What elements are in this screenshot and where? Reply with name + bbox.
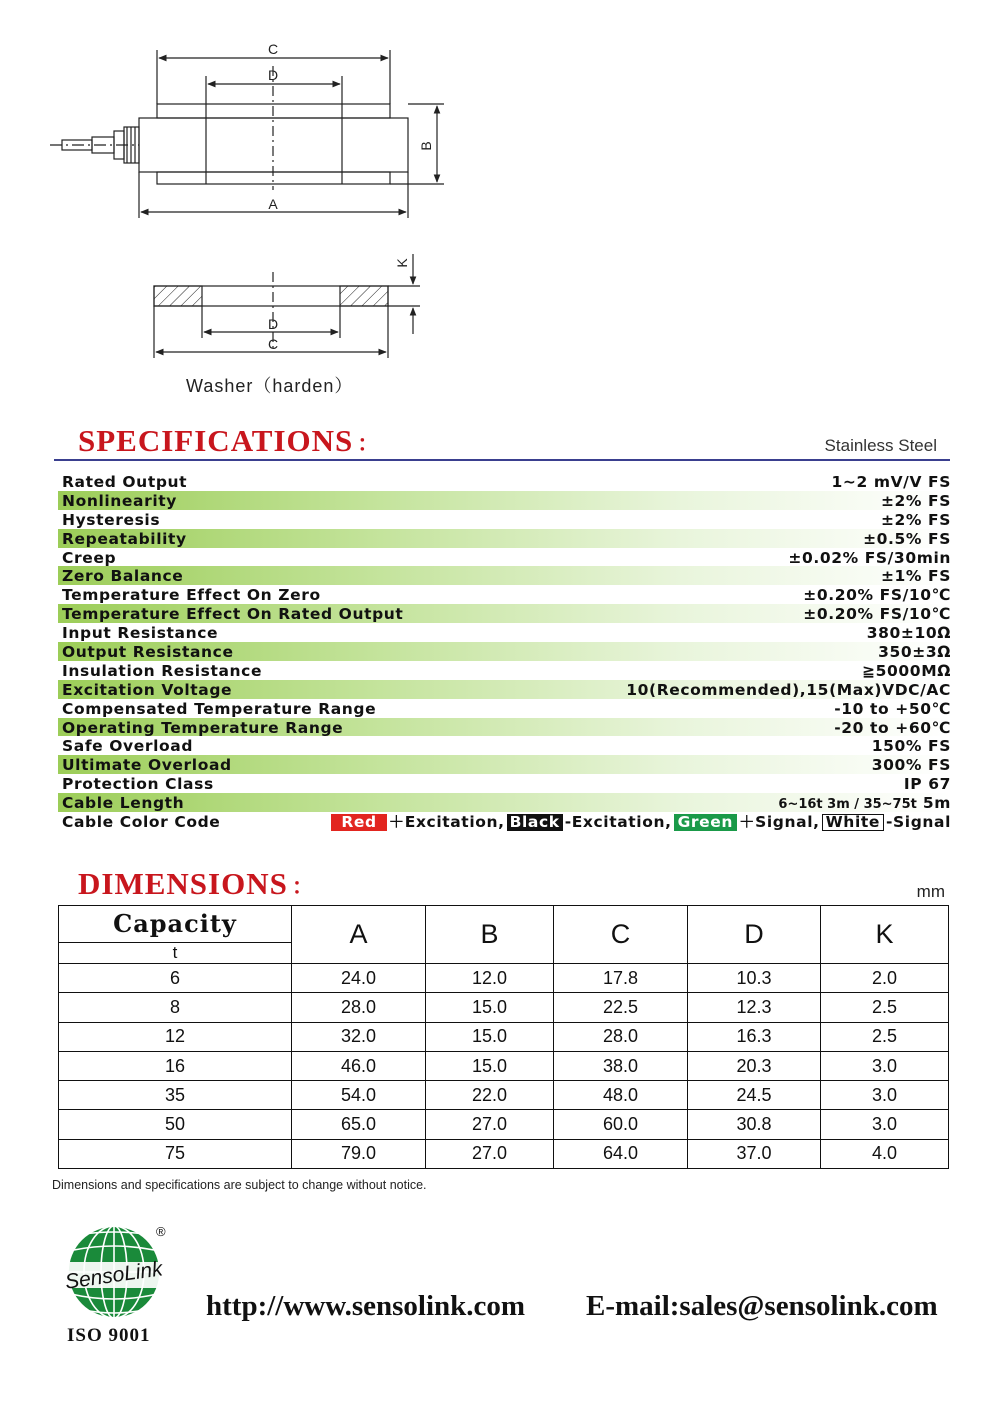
table-row [59,1022,949,1051]
cell-d: 10.3 [688,964,821,993]
cell-a: 32.0 [292,1022,426,1051]
spec-label: Operating Temperature Range [62,718,344,737]
dim-label-c: C [267,41,279,57]
spec-label: Repeatability [62,529,187,548]
registered-mark: ® [156,1224,166,1239]
badge-red: Red [331,814,386,831]
spec-label: Input Resistance [62,624,219,643]
specifications-rule [54,459,950,461]
spec-value: 350±3Ω [878,643,951,662]
dim-label-d: D [267,67,279,83]
spec-label: Temperature Effect On Zero [62,586,321,605]
spec-row [58,699,951,718]
spec-label: Nonlinearity [62,491,177,510]
spec-label: Excitation Voltage [62,680,233,699]
cell-b: 12.0 [426,964,554,993]
spec-row-cable-color [58,812,951,831]
material-label: Stainless Steel [824,436,937,455]
spec-row [58,774,951,793]
cell-a: 79.0 [292,1139,426,1168]
cell-c: 60.0 [554,1110,688,1139]
cell-k: 4.0 [821,1139,949,1168]
cell-b: 15.0 [426,993,554,1022]
cell-capacity: 35 [59,1081,292,1110]
specifications-title [78,423,379,459]
spec-value: ±0.02% FS/30min [788,548,951,567]
spec-label: Rated Output [62,473,188,491]
cell-a: 65.0 [292,1110,426,1139]
cell-k: 2.0 [821,964,949,993]
dimensions-header-row [59,906,949,964]
spec-value: 1~2 mV/V FS [831,473,951,491]
cell-a: 54.0 [292,1081,426,1110]
spec-row [58,585,951,604]
spec-value: 380±10Ω [866,624,951,643]
cell-capacity: 6 [59,964,292,993]
cell-k: 3.0 [821,1110,949,1139]
spec-value: ±2% FS [880,491,951,510]
email-link[interactable]: E-mail:sales@sensolink.com [586,1290,938,1322]
spec-row [58,680,951,699]
spec-row [58,604,951,623]
table-row [59,993,949,1022]
spec-label: Output Resistance [62,643,234,662]
cell-c: 48.0 [554,1081,688,1110]
cell-a: 24.0 [292,964,426,993]
washer-label-d: D [267,316,279,332]
cell-capacity: 16 [59,1051,292,1080]
cell-b: 27.0 [426,1110,554,1139]
spec-row [58,472,951,491]
spec-value: ±1% FS [880,567,951,586]
spec-value: -20 to +60℃ [834,718,951,737]
cell-b: 22.0 [426,1081,554,1110]
dimensions-body [59,964,949,1169]
green-function: ＋Signal, [739,813,820,832]
specifications-title-colon: ： [357,431,380,456]
cell-capacity: 8 [59,993,292,1022]
spec-row [58,491,951,510]
cell-c: 17.8 [554,964,688,993]
cell-c: 22.5 [554,993,688,1022]
dimensions-table [58,905,949,1169]
spec-label: Protection Class [62,775,214,794]
cell-d: 30.8 [688,1110,821,1139]
dim-label-k: K [394,258,410,268]
spec-value: ±0.20% FS/10℃ [803,605,951,624]
spec-label: Cable Length [62,794,185,813]
spec-row [58,566,951,585]
specifications-title-text: SPECIFICATIONS [78,423,354,458]
spec-value: ≧5000MΩ [862,661,951,680]
cable-length-detail: 6~16t 3m / 35~75t [778,797,917,813]
cell-d: 20.3 [688,1051,821,1080]
cell-k: 3.0 [821,1081,949,1110]
spec-value: 300% FS [871,756,951,775]
cell-capacity: 50 [59,1110,292,1139]
capacity-label: Capacity [59,906,291,943]
cell-k: 2.5 [821,1022,949,1051]
spec-label: Hysteresis [62,510,161,529]
header-a: A [292,906,426,964]
cell-c: 28.0 [554,1022,688,1051]
spec-row-cable-length [58,793,951,812]
table-row [59,1081,949,1110]
spec-value: ±0.5% FS [863,529,951,548]
header-c: C [554,906,688,964]
spec-value: IP 67 [903,775,951,794]
spec-row [58,718,951,737]
spec-value: -10 to +50℃ [834,699,951,718]
spec-label: Cable Color Code [62,813,221,832]
spec-row [58,548,951,567]
cell-d: 16.3 [688,1022,821,1051]
spec-row [58,623,951,642]
cell-a: 28.0 [292,993,426,1022]
dimensions-title-colon: ： [291,874,314,899]
spec-label: Insulation Resistance [62,661,263,680]
iso-certification: ISO 9001 [67,1325,151,1346]
sensolink-logo [52,1222,177,1324]
cell-d: 37.0 [688,1139,821,1168]
cell-k: 2.5 [821,993,949,1022]
spec-row [58,510,951,529]
header-k: K [821,906,949,964]
cell-capacity: 12 [59,1022,292,1051]
table-row [59,1051,949,1080]
spec-label: Temperature Effect On Rated Output [62,605,404,624]
specifications-table [58,472,951,831]
logo-brand: SensoLink [63,1257,164,1294]
spec-value: ±0.20% FS/10℃ [803,586,951,605]
table-row [59,1139,949,1168]
spec-row [58,755,951,774]
spec-row [58,642,951,661]
badge-white: White [822,814,884,831]
website-link[interactable]: http://www.sensolink.com [206,1290,526,1322]
spec-value: 10(Recommended),15(Max)VDC/AC [626,680,951,699]
header-capacity [59,906,292,964]
dimensions-title [78,866,314,902]
black-function: -Excitation, [564,813,672,832]
cable-color-code [331,813,951,832]
cell-c: 64.0 [554,1139,688,1168]
white-function: -Signal [885,813,951,832]
capacity-unit: t [172,943,178,962]
spec-label: Compensated Temperature Range [62,699,377,718]
spec-label: Safe Overload [62,737,194,756]
spec-value: ±2% FS [880,510,951,529]
cell-b: 15.0 [426,1051,554,1080]
table-row [59,964,949,993]
load-cell-drawing [0,0,995,410]
spec-row [58,661,951,680]
disclaimer-note: Dimensions and specifications are subject to change without notice. [52,1178,427,1192]
cell-b: 27.0 [426,1139,554,1168]
cell-b: 15.0 [426,1022,554,1051]
cell-a: 46.0 [292,1051,426,1080]
cell-capacity: 75 [59,1139,292,1168]
spec-label: Zero Balance [62,567,184,586]
cell-d: 12.3 [688,993,821,1022]
spec-value: 150% FS [871,737,951,756]
washer-caption: Washer（harden） [186,376,354,396]
badge-black: Black [507,814,563,831]
header-d: D [688,906,821,964]
dim-label-b: B [418,141,434,151]
washer-label-c: C [267,336,279,352]
header-b: B [426,906,554,964]
dim-label-a: A [268,196,278,212]
spec-row [58,529,951,548]
spec-label: Ultimate Overload [62,756,232,775]
dimensions-unit: mm [916,882,945,901]
table-row [59,1110,949,1139]
dimensions-title-text: DIMENSIONS [78,866,288,901]
cell-c: 38.0 [554,1051,688,1080]
cell-k: 3.0 [821,1051,949,1080]
spec-label: Creep [62,548,117,567]
cell-d: 24.5 [688,1081,821,1110]
cable-length-main: 5m [922,794,951,813]
badge-green: Green [674,814,737,831]
spec-row [58,736,951,755]
red-function: ＋Excitation, [388,813,505,832]
